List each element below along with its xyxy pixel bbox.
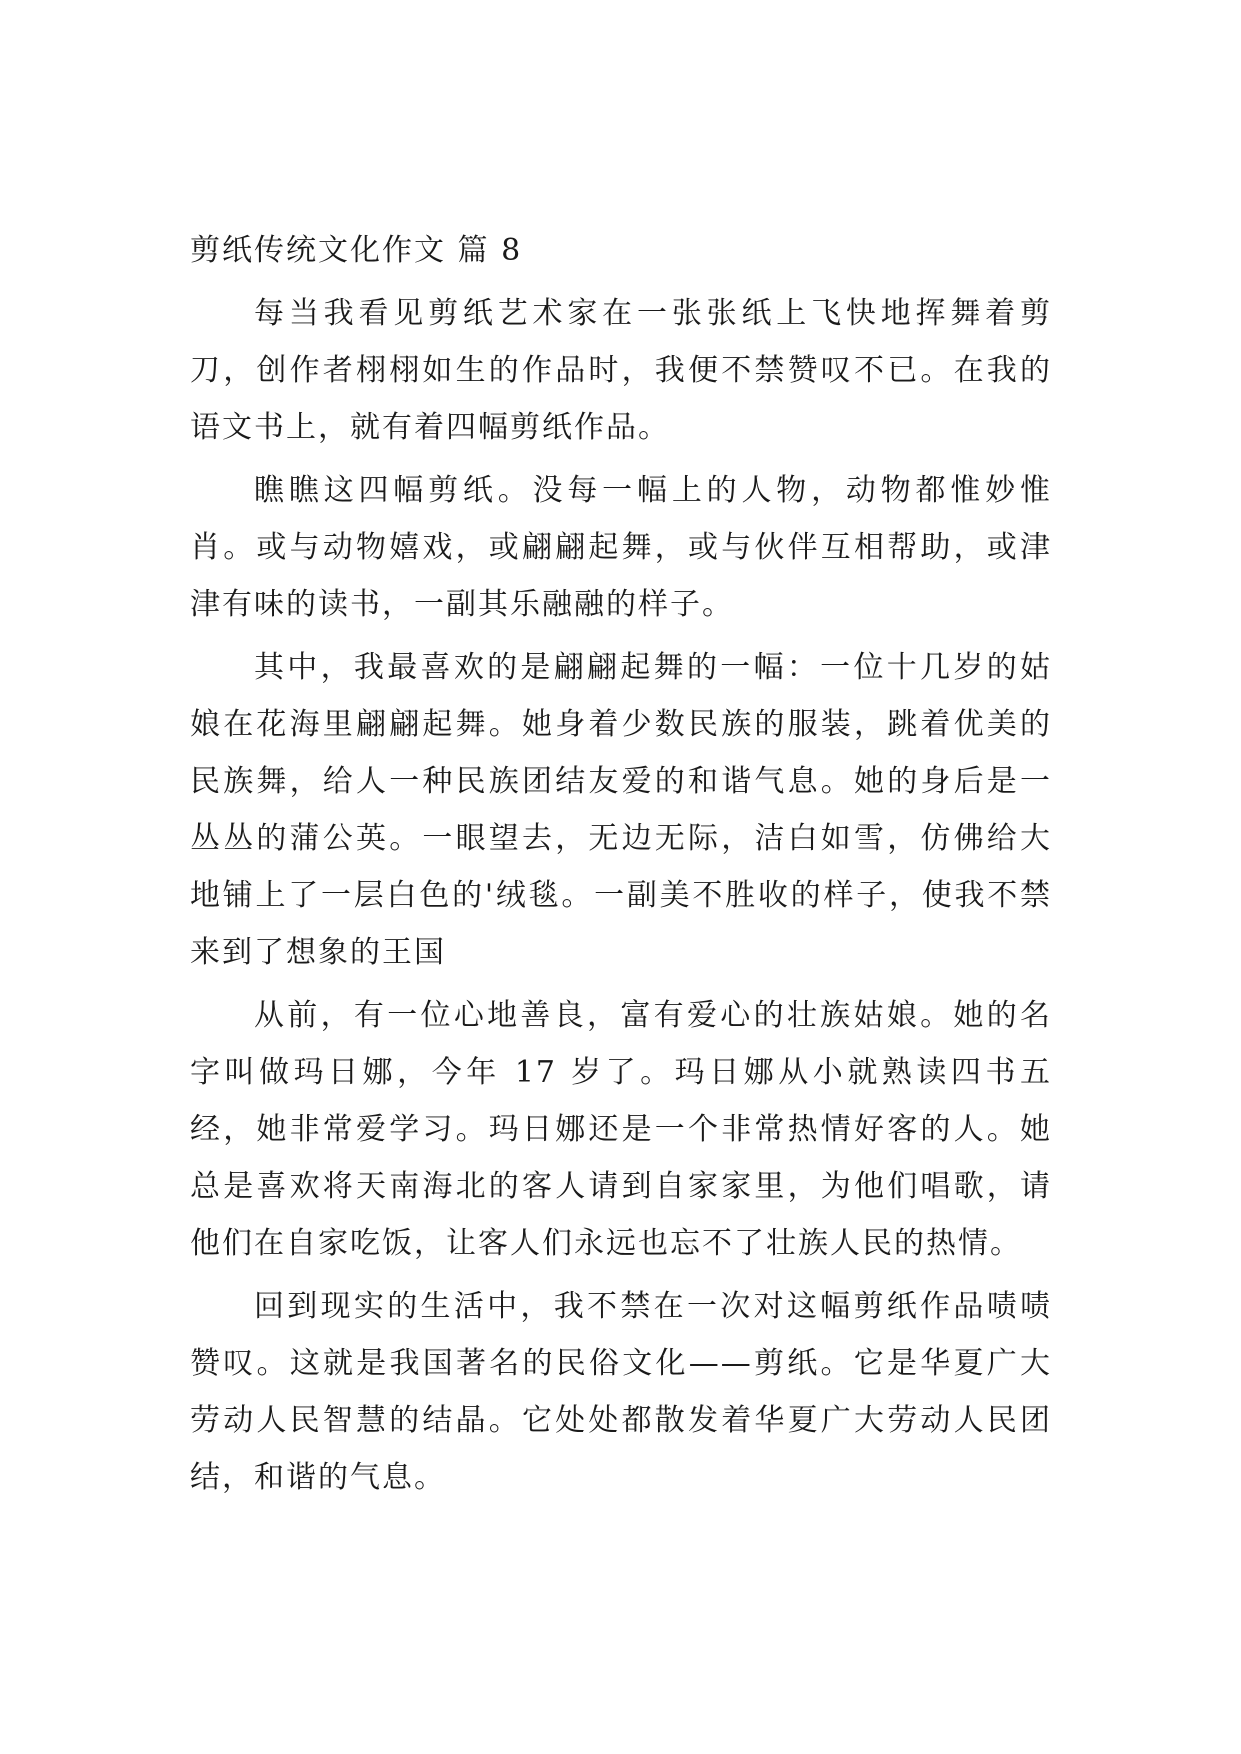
document-body (190, 222, 1052, 1512)
paragraph-2: 瞧瞧这四幅剪纸。没每一幅上的人物，动物都惟妙惟肖。或与动物嬉戏，或翩翩起舞，或与伙伴互相帮助，或津津有味的读书，一副其乐融融的样子。 (190, 473, 1052, 622)
document-title: 剪纸传统文化作文 篇 8 (190, 233, 523, 268)
paragraph-1: 每当我看见剪纸艺术家在一张张纸上飞快地挥舞着剪刀，创作者栩栩如生的作品时，我便不禁赞叹不已。在我的语文书上，就有着四幅剪纸作品。 (190, 296, 1052, 445)
paragraph-4: 从前，有一位心地善良，富有爱心的壮族姑娘。她的名字叫做玛日娜，今年 17 岁了。玛日娜从小就熟读四书五经，她非常爱学习。玛日娜还是一个非常热情好客的人。她总是喜欢将天南海北的客人请到自家家里，为他们唱歌，请他们在自家吃饭，让客人们永远也忘不了壮族人民的热情。 (190, 998, 1052, 1261)
paragraph-3: 其中，我最喜欢的是翩翩起舞的一幅：一位十几岁的姑娘在花海里翩翩起舞。她身着少数民族的服装，跳着优美的民族舞，给人一种民族团结友爱的和谐气息。她的身后是一丛丛的蒲公英。一眼望去，无边无际，洁白如雪，仿佛给大地铺上了一层白色的'绒毯。一副美不胜收的样子，使我不禁来到了想象的王国 (190, 650, 1052, 970)
paragraph-5: 回到现实的生活中，我不禁在一次对这幅剪纸作品啧啧赞叹。这就是我国著名的民俗文化——剪纸。它是华夏广大劳动人民智慧的结晶。它处处都散发着华夏广大劳动人民团结，和谐的气息。 (190, 1289, 1052, 1495)
